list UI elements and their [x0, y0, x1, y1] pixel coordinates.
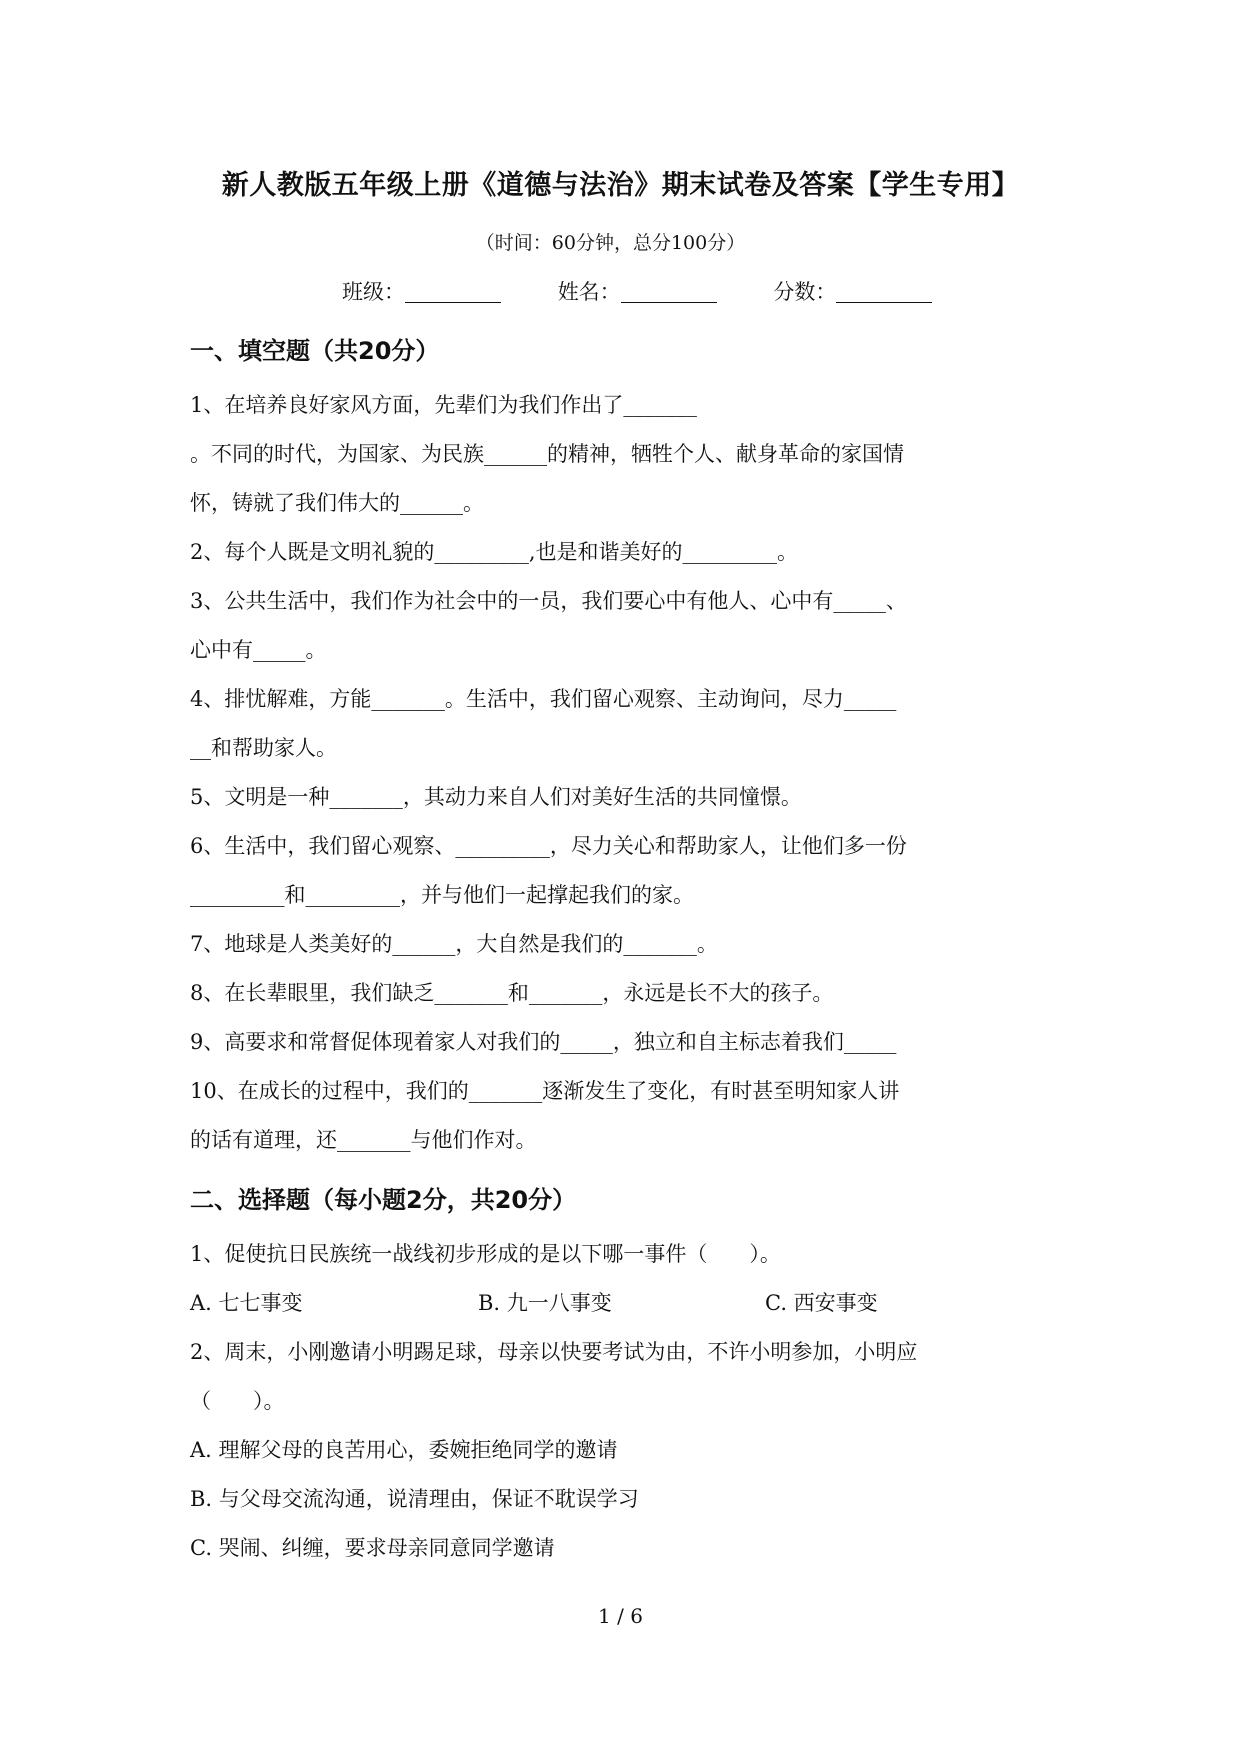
question-line: 7、地球是人类美好的______，大自然是我们的_______。 [190, 932, 718, 956]
question-stem: （ ）。 [190, 1389, 285, 1413]
class-blank [405, 284, 501, 303]
question-line: 的话有道理，还_______与他们作对。 [190, 1128, 537, 1152]
page-title: 新人教版五年级上册《道德与法治》期末试卷及答案【学生专用】 [221, 170, 1020, 201]
choice-option: B. 九一八事变 [478, 1291, 612, 1315]
exam-time-info: （时间：60分钟，总分100分） [475, 232, 746, 254]
question-line: 9、高要求和常督促体现着家人对我们的_____，独立和自主标志着我们_____ [190, 1030, 897, 1054]
class-field [342, 276, 501, 306]
section-heading-multiple-choice: 二、选择题（每小题2分，共20分） [190, 1186, 577, 1214]
question-line: 。不同的时代，为国家、为民族______的精神，牺牲个人、献身革命的家国情 [190, 442, 904, 466]
choice-option: C. 西安事变 [765, 1291, 878, 1315]
choice-option: C. 哭闹、纠缠，要求母亲同意同学邀请 [190, 1536, 555, 1560]
question-line: 8、在长辈眼里，我们缺乏_______和_______，永远是长不大的孩子。 [190, 981, 834, 1005]
question-stem: 1、促使抗日民族统一战线初步形成的是以下哪一事件（ ）。 [190, 1242, 781, 1266]
choice-option: A. 七七事变 [190, 1291, 303, 1315]
question-line: 心中有_____。 [190, 638, 327, 662]
question-line: __和帮助家人。 [190, 736, 337, 760]
question-line: 怀，铸就了我们伟大的______。 [190, 491, 484, 515]
page-number: 1 / 6 [598, 1604, 643, 1628]
question-line: 1、在培养良好家风方面，先辈们为我们作出了_______ [190, 393, 697, 417]
question-stem: 2、周末，小刚邀请小明踢足球，母亲以快要考试为由，不许小明参加，小明应 [190, 1340, 918, 1364]
name-label: 姓名： [557, 280, 621, 304]
choice-option: A. 理解父母的良苦用心，委婉拒绝同学的邀请 [190, 1438, 618, 1462]
score-blank [836, 284, 932, 303]
question-line: 6、生活中，我们留心观察、_________，尽力关心和帮助家人，让他们多一份 [190, 834, 907, 858]
question-line: 5、文明是一种_______，其动力来自人们对美好生活的共同憧憬。 [190, 785, 802, 809]
question-line: _________和_________，并与他们一起撑起我们的家。 [190, 883, 694, 907]
question-line: 4、排忧解难，方能_______。生活中，我们留心观察、主动询问，尽力_____ [190, 687, 897, 711]
section-heading-fill-in: 一、填空题（共20分） [190, 337, 440, 365]
question-line: 3、公共生活中，我们作为社会中的一员，我们要心中有他人、心中有_____、 [190, 589, 907, 613]
name-field [558, 276, 717, 306]
question-line: 2、每个人既是文明礼貌的_________,也是和谐美好的_________。 [190, 540, 799, 564]
name-blank [621, 284, 717, 303]
choice-option: B. 与父母交流沟通，说清理由，保证不耽误学习 [190, 1487, 639, 1511]
class-label: 班级： [342, 280, 405, 304]
score-field [773, 276, 932, 306]
question-line: 10、在成长的过程中，我们的_______逐渐发生了变化，有时甚至明知家人讲 [190, 1079, 900, 1103]
student-info-row [342, 276, 982, 306]
score-label: 分数： [773, 280, 837, 304]
